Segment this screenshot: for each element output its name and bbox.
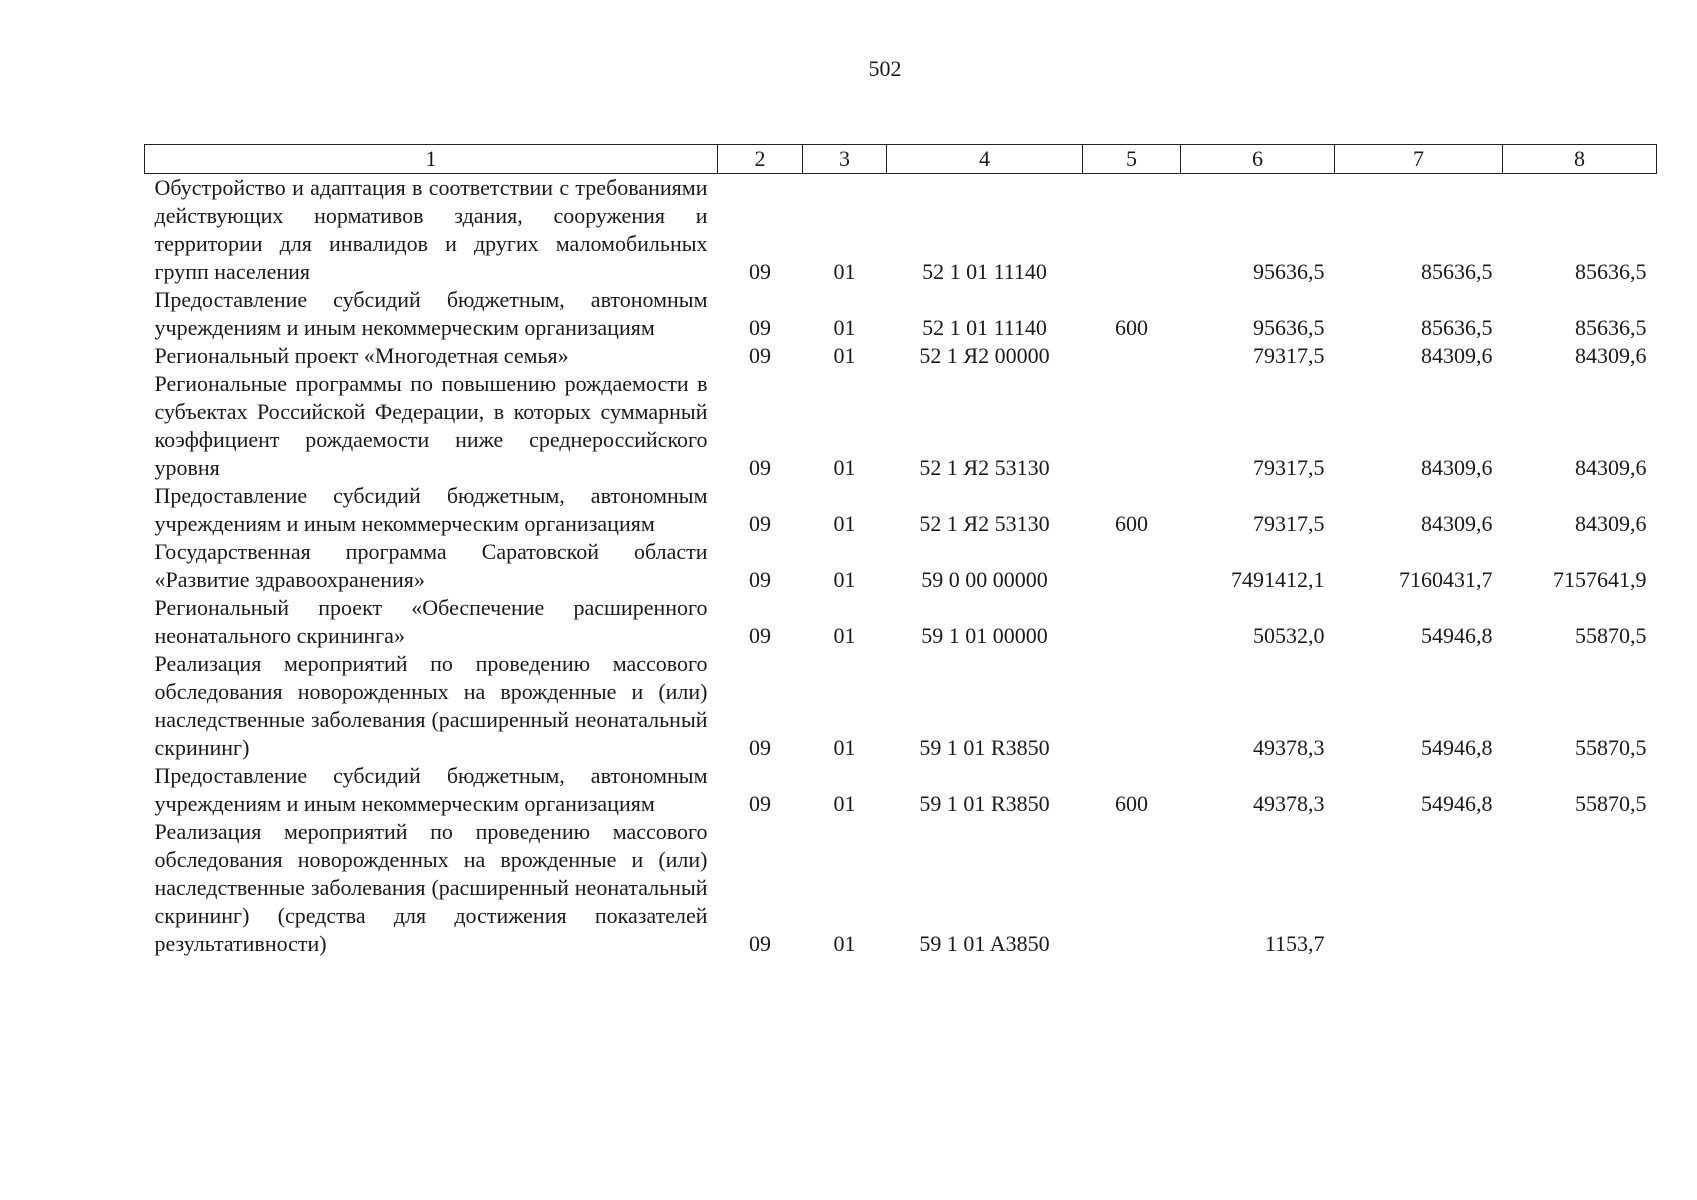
row-name: Региональный проект «Обеспечение расширенного неонатального скрининга»: [154, 595, 708, 648]
row-section: 09: [749, 259, 771, 284]
row-amount-col8: 84309,6: [1575, 511, 1647, 536]
row-target-article: 52 1 Я2 00000: [919, 343, 1050, 368]
row-expense-type: 600: [1115, 315, 1148, 340]
row-subsection: 01: [833, 455, 856, 480]
row-name: Предоставление субсидий бюджетным, автономным учреждениям и иным некоммерческим организациям: [154, 763, 708, 816]
row-amount-col7: 54946,8: [1421, 735, 1493, 760]
row-subsection: 01: [833, 259, 856, 284]
row-subsection: 01: [833, 623, 856, 648]
row-target-article: 59 0 00 00000: [921, 567, 1048, 592]
column-header-3: 3: [803, 145, 887, 174]
row-expense-type: [1083, 174, 1181, 287]
row-target-article: 59 1 01 R3850: [919, 735, 1050, 760]
row-target-article: 52 1 01 11140: [922, 259, 1047, 284]
row-expense-type: [1083, 342, 1181, 370]
row-subsection: 01: [833, 343, 856, 368]
row-amount-col6: 50532,0: [1253, 623, 1325, 648]
row-amount-col6: 79317,5: [1253, 511, 1325, 536]
row-target-article: 52 1 01 11140: [922, 315, 1047, 340]
row-name: Обустройство и адаптация в соответствии с требованиями действующих нормативов здания, сооружения и территории для инвалидов и других маломобильных групп населения: [154, 175, 708, 284]
row-target-article: 52 1 Я2 53130: [919, 511, 1050, 536]
row-expense-type: [1083, 818, 1181, 958]
header-row: [145, 145, 1657, 174]
row-section: 09: [749, 315, 771, 340]
row-amount-col7: 54946,8: [1421, 623, 1493, 648]
column-header-4: 4: [887, 145, 1083, 174]
row-section: 09: [749, 567, 771, 592]
column-header-8: 8: [1503, 145, 1657, 174]
row-amount-col7: 54946,8: [1421, 791, 1493, 816]
row-target-article: 59 1 01 00000: [921, 623, 1048, 648]
table-row: [145, 818, 1657, 958]
budget-table: [144, 144, 1657, 958]
row-amount-col6: 1153,7: [1264, 931, 1325, 956]
row-section: 09: [749, 791, 771, 816]
row-amount-col8: 84309,6: [1575, 343, 1647, 368]
row-section: 09: [749, 511, 771, 536]
row-name: Реализация мероприятий по проведению массового обследования новорожденных на врожденные и (или) наследственные заболевания (расширенный неонатальный скрининг) (средства для достижения показателей результативности): [154, 819, 708, 956]
row-target-article: 59 1 01 R3850: [919, 791, 1050, 816]
row-amount-col7: 84309,6: [1421, 343, 1493, 368]
row-amount-col7: 84309,6: [1421, 455, 1493, 480]
row-target-article: 52 1 Я2 53130: [919, 455, 1050, 480]
table-row: [145, 286, 1657, 342]
row-amount-col6: 79317,5: [1253, 455, 1325, 480]
row-amount-col8: [1503, 818, 1657, 958]
row-section: 09: [749, 623, 771, 648]
row-target-article: 59 1 01 A3850: [919, 931, 1050, 956]
table-row: [145, 650, 1657, 762]
row-expense-type: [1083, 594, 1181, 650]
row-name: Предоставление субсидий бюджетным, автономным учреждениям и иным некоммерческим организациям: [154, 483, 708, 536]
row-amount-col7: [1335, 818, 1503, 958]
row-subsection: 01: [833, 567, 856, 592]
column-header-1: 1: [145, 145, 718, 174]
row-amount-col6: 49378,3: [1253, 735, 1325, 760]
column-header-6: 6: [1181, 145, 1335, 174]
table-row: [145, 174, 1657, 287]
table-row: [145, 342, 1657, 370]
row-amount-col8: 55870,5: [1575, 735, 1647, 760]
row-amount-col8: 7157641,9: [1553, 567, 1647, 592]
row-expense-type: [1083, 370, 1181, 482]
column-header-7: 7: [1335, 145, 1503, 174]
row-amount-col8: 85636,5: [1575, 259, 1647, 284]
row-name: Предоставление субсидий бюджетным, автономным учреждениям и иным некоммерческим организациям: [154, 287, 708, 340]
table-row: [145, 762, 1657, 818]
row-section: 09: [749, 343, 771, 368]
row-subsection: 01: [833, 791, 856, 816]
row-name: Региональные программы по повышению рождаемости в субъектах Российской Федерации, в которых суммарный коэффициент рождаемости ниже среднероссийского уровня: [154, 371, 708, 480]
table-header: [145, 145, 1657, 174]
row-amount-col6: 95636,5: [1253, 259, 1325, 284]
row-subsection: 01: [833, 931, 856, 956]
row-name: Региональный проект «Многодетная семья»: [154, 343, 569, 368]
row-amount-col6: 7491412,1: [1231, 567, 1325, 592]
column-header-5: 5: [1083, 145, 1181, 174]
row-name: Государственная программа Саратовской области «Развитие здравоохранения»: [154, 539, 708, 592]
row-amount-col7: 84309,6: [1421, 511, 1493, 536]
row-amount-col6: 79317,5: [1253, 343, 1325, 368]
row-section: 09: [749, 931, 771, 956]
table-row: [145, 482, 1657, 538]
row-section: 09: [749, 735, 771, 760]
table-row: [145, 594, 1657, 650]
row-expense-type: 600: [1115, 791, 1148, 816]
row-expense-type: 600: [1115, 511, 1148, 536]
row-amount-col6: 49378,3: [1253, 791, 1325, 816]
table-row: [145, 370, 1657, 482]
column-header-2: 2: [718, 145, 803, 174]
row-amount-col8: 85636,5: [1575, 315, 1647, 340]
row-section: 09: [749, 455, 771, 480]
row-amount-col6: 95636,5: [1253, 315, 1325, 340]
table-body: [145, 174, 1657, 959]
row-name: Реализация мероприятий по проведению массового обследования новорожденных на врожденные и (или) наследственные заболевания (расширенный неонатальный скрининг): [154, 651, 708, 760]
row-amount-col8: 55870,5: [1575, 791, 1647, 816]
row-subsection: 01: [833, 511, 856, 536]
row-amount-col7: 7160431,7: [1399, 567, 1493, 592]
row-expense-type: [1083, 538, 1181, 594]
row-amount-col8: 84309,6: [1575, 455, 1647, 480]
row-amount-col8: 55870,5: [1575, 623, 1647, 648]
page-number: 502: [868, 56, 902, 81]
row-expense-type: [1083, 650, 1181, 762]
row-subsection: 01: [833, 315, 856, 340]
row-amount-col7: 85636,5: [1421, 315, 1493, 340]
row-subsection: 01: [833, 735, 856, 760]
row-amount-col7: 85636,5: [1421, 259, 1493, 284]
table-row: [145, 538, 1657, 594]
